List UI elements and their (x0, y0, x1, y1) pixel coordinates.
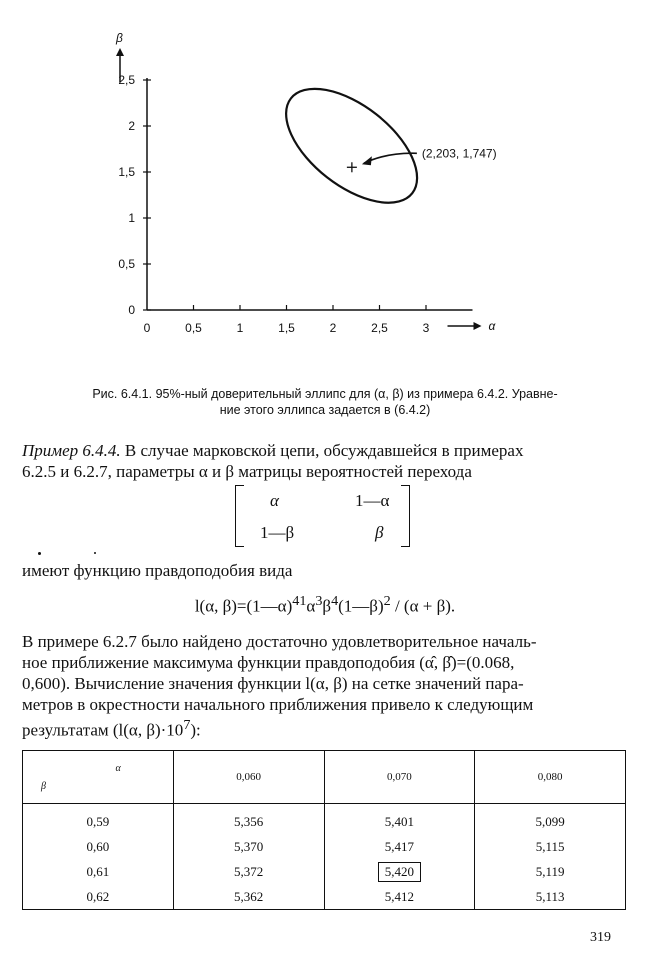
formula-part-2: α (306, 596, 316, 616)
row-beta: 0,61 (23, 859, 174, 884)
column-header: 0,080 (475, 751, 626, 804)
table-cell: 5,115 (475, 834, 626, 859)
table-cell-highlighted (324, 859, 475, 884)
x-tick-label: 1 (236, 321, 244, 335)
annotation-label: (2,203, 1,747) (421, 146, 497, 161)
formula-exp-1: 41 (292, 593, 307, 609)
likelihood-intro: имеют функцию правдоподобия вида (22, 561, 293, 580)
annotation-arrowhead (362, 156, 372, 165)
example-text-1: В случае марковской цепи, обсуждавшейся в примерах (120, 441, 524, 460)
stray-dot (94, 552, 96, 554)
formula-exp-3: 4 (331, 593, 339, 609)
table-cell: 5,401 (324, 804, 475, 835)
example-label: Пример 6.4.4. (22, 441, 121, 460)
results-line-2: ное приближение максимума функции правдоподобия (α̂, β̂)=(0.068, (22, 653, 515, 672)
results-paragraph (22, 631, 628, 741)
column-header: 0,060 (173, 751, 324, 804)
confidence-ellipse (266, 67, 437, 225)
y-tick-label: 2,5 (118, 73, 135, 87)
max-value-box: 5,420 (378, 862, 421, 882)
table-cell: 5,417 (324, 834, 475, 859)
caption-line-2: ние этого эллипса задается в (6.4.2) (219, 403, 431, 417)
results-exp: 7 (183, 717, 191, 733)
corner-alpha: α (115, 763, 121, 774)
results-line-1: В примере 6.2.7 было найдено достаточно удовлетворительное началь- (22, 632, 537, 651)
table-row (23, 834, 626, 859)
formula-part-3: β (322, 596, 332, 616)
x-tick-label: 3 (422, 321, 430, 335)
formula-exp-2: 3 (315, 593, 323, 609)
table-corner-cell (23, 751, 174, 804)
likelihood-table (22, 750, 626, 910)
table-header-row (23, 751, 626, 804)
y-tick-label: 2 (128, 119, 135, 133)
y-tick-label: 1,5 (118, 165, 135, 179)
annotation-arrow (364, 153, 417, 163)
results-line-4: метров в окрестности начального приближения привело к следующим (22, 695, 534, 714)
x-arrow-head (474, 322, 482, 330)
table-row (23, 859, 626, 884)
table-cell: 5,119 (475, 859, 626, 884)
y-tick-label: 1 (128, 211, 135, 225)
y-tick-label: 0,5 (118, 257, 135, 271)
stray-dot (38, 552, 41, 555)
formula-part-5: / (α + β). (390, 596, 456, 616)
row-beta: 0,59 (23, 804, 174, 835)
table-cell: 5,412 (324, 884, 475, 910)
x-tick-label: 1,5 (278, 321, 295, 335)
row-beta: 0,60 (23, 834, 174, 859)
page-number: 319 (590, 930, 611, 945)
formula-part-4: (1—β) (338, 596, 384, 616)
likelihood-formula (0, 593, 650, 617)
x-tick-label: 2 (329, 321, 337, 335)
matrix-a21: 1—β (260, 523, 295, 542)
table-cell: 5,370 (173, 834, 324, 859)
transition-matrix (235, 485, 410, 545)
x-axis-label: α (488, 319, 496, 333)
matrix-a11: α (270, 491, 279, 510)
results-line-5: результатам (l(α, β)·10 (22, 720, 184, 740)
example-paragraph (22, 440, 628, 482)
table-cell: 5,099 (475, 804, 626, 835)
figure-caption (22, 386, 628, 418)
table-cell: 5,372 (173, 859, 324, 884)
matrix-left-bracket (235, 485, 244, 547)
table-cell: 5,362 (173, 884, 324, 910)
formula-lhs: l(α, β)=(1—α) (194, 596, 293, 616)
x-tick-label: 2,5 (371, 321, 388, 335)
y-tick-label: 0 (128, 303, 135, 317)
table-cell: 5,356 (173, 804, 324, 835)
y-arrow-head (116, 48, 124, 56)
matrix-a12: 1—α (355, 491, 390, 510)
column-header: 0,070 (324, 751, 475, 804)
example-text-2: 6.2.5 и 6.2.7, параметры α и β матрицы вероятностей перехода (22, 462, 472, 481)
results-line-3: 0,600). Вычисление значения функции l(α, β) на сетке значений пара- (22, 674, 524, 693)
matrix-a22: β (375, 523, 384, 542)
x-tick-label: 0,5 (185, 321, 202, 335)
table-cell: 5,113 (475, 884, 626, 910)
row-beta: 0,62 (23, 884, 174, 910)
y-axis-label: β (116, 31, 123, 45)
formula-exp-4: 2 (383, 593, 391, 609)
table-row (23, 884, 626, 910)
corner-beta: β (41, 781, 46, 792)
matrix-right-bracket (401, 485, 410, 547)
caption-line-1: Рис. 6.4.1. 95%-ный доверительный эллипс для (α, β) из примера 6.4.2. Уравне- (92, 387, 558, 401)
table-row (23, 804, 626, 835)
results-line-5-end: ): (190, 720, 201, 740)
x-tick-label: 0 (143, 321, 151, 335)
confidence-ellipse-chart (0, 0, 650, 360)
